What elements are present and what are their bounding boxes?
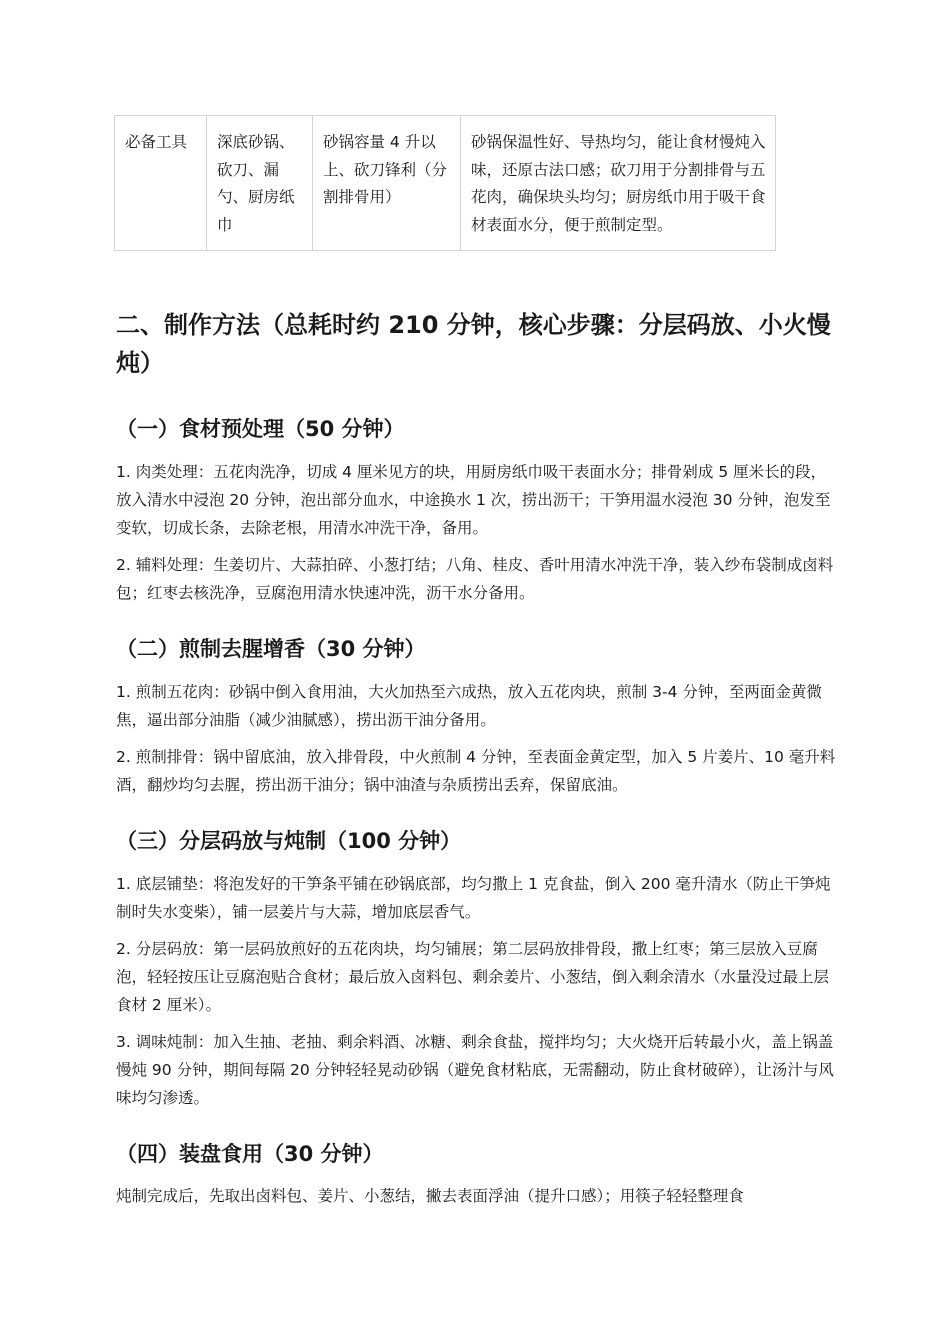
- table-cell-requirements: 砂锅容量 4 升以上、砍刀锋利（分割排骨用）: [313, 116, 461, 251]
- table-cell-notes: 砂锅保温性好、导热均匀，能让食材慢炖入味，还原古法口感；砍刀用于分割排骨与五花肉，确保块头均匀；厨房纸巾用于吸干食材表面水分，便于煎制定型。: [461, 116, 776, 251]
- table-row: [115, 116, 776, 251]
- table-cell-category: 必备工具: [115, 116, 207, 251]
- step-paragraph: 1. 煎制五花肉：砂锅中倒入食用油，大火加热至六成热，放入五花肉块，煎制 3-4 分钟，至两面金黄微焦，逼出部分油脂（减少油腻感），捞出沥干油分备用。: [116, 683, 822, 729]
- body-paragraph: 炖制完成后，先取出卤料包、姜片、小葱结，撇去表面浮油（提升口感）；用筷子轻轻整理食: [116, 1187, 744, 1205]
- step-paragraph: 2. 煎制排骨：锅中留底油，放入排骨段，中火煎制 4 分钟，至表面金黄定型，加入 5 片姜片、10 毫升料酒，翻炒均匀去腥，捞出沥干油分；锅中油渣与杂质捞出丢弃，保留底油。: [116, 748, 836, 794]
- subsection-heading-4: （四）装盘食用（30 分钟）: [116, 1142, 384, 1166]
- table-cell-items: 深底砂锅、砍刀、漏勺、厨房纸巾: [207, 116, 313, 251]
- step-paragraph: 1. 肉类处理：五花肉洗净，切成 4 厘米见方的块，用厨房纸巾吸干表面水分；排骨剁成 5 厘米长的段，放入清水中浸泡 20 分钟，泡出部分血水，中途换水 1 次，捞出沥干；干笋用温水浸泡 30 分钟，泡发至变软，切成长条，去除老根，用清水冲洗干净，备用。: [116, 463, 831, 537]
- subsection-heading-2: （二）煎制去腥增香（30 分钟）: [116, 637, 426, 661]
- step-paragraph: 2. 辅料处理：生姜切片、大蒜拍碎、小葱打结；八角、桂皮、香叶用清水冲洗干净，装入纱布袋制成卤料包；红枣去核洗净，豆腐泡用清水快速冲洗，沥干水分备用。: [116, 556, 834, 602]
- step-paragraph: 3. 调味炖制：加入生抽、老抽、剩余料酒、冰糖、剩余食盐，搅拌均匀；大火烧开后转最小火，盖上锅盖慢炖 90 分钟，期间每隔 20 分钟轻轻晃动砂锅（避免食材粘底，无需翻动，防止食材破碎），让汤汁与风味均匀渗透。: [116, 1033, 834, 1107]
- subsection-heading-3: （三）分层码放与炖制（100 分钟）: [116, 829, 462, 853]
- step-paragraph: 2. 分层码放：第一层码放煎好的五花肉块，均匀铺展；第二层码放排骨段，撒上红枣；第三层放入豆腐泡，轻轻按压让豆腐泡贴合食材；最后放入卤料包、剩余姜片、小葱结，倒入剩余清水（水量没过最上层食材 2 厘米）。: [116, 940, 830, 1014]
- tools-table: [114, 115, 776, 251]
- step-paragraph: 1. 底层铺垫：将泡发好的干笋条平铺在砂锅底部，均匀撒上 1 克食盐，倒入 200 毫升清水（防止干笋炖制时失水变柴），铺一层姜片与大蒜，增加底层香气。: [116, 875, 831, 921]
- section-heading: 二、制作方法（总耗时约 210 分钟，核心步骤：分层码放、小火慢炖）: [116, 311, 831, 377]
- subsection-heading-1: （一）食材预处理（50 分钟）: [116, 417, 405, 441]
